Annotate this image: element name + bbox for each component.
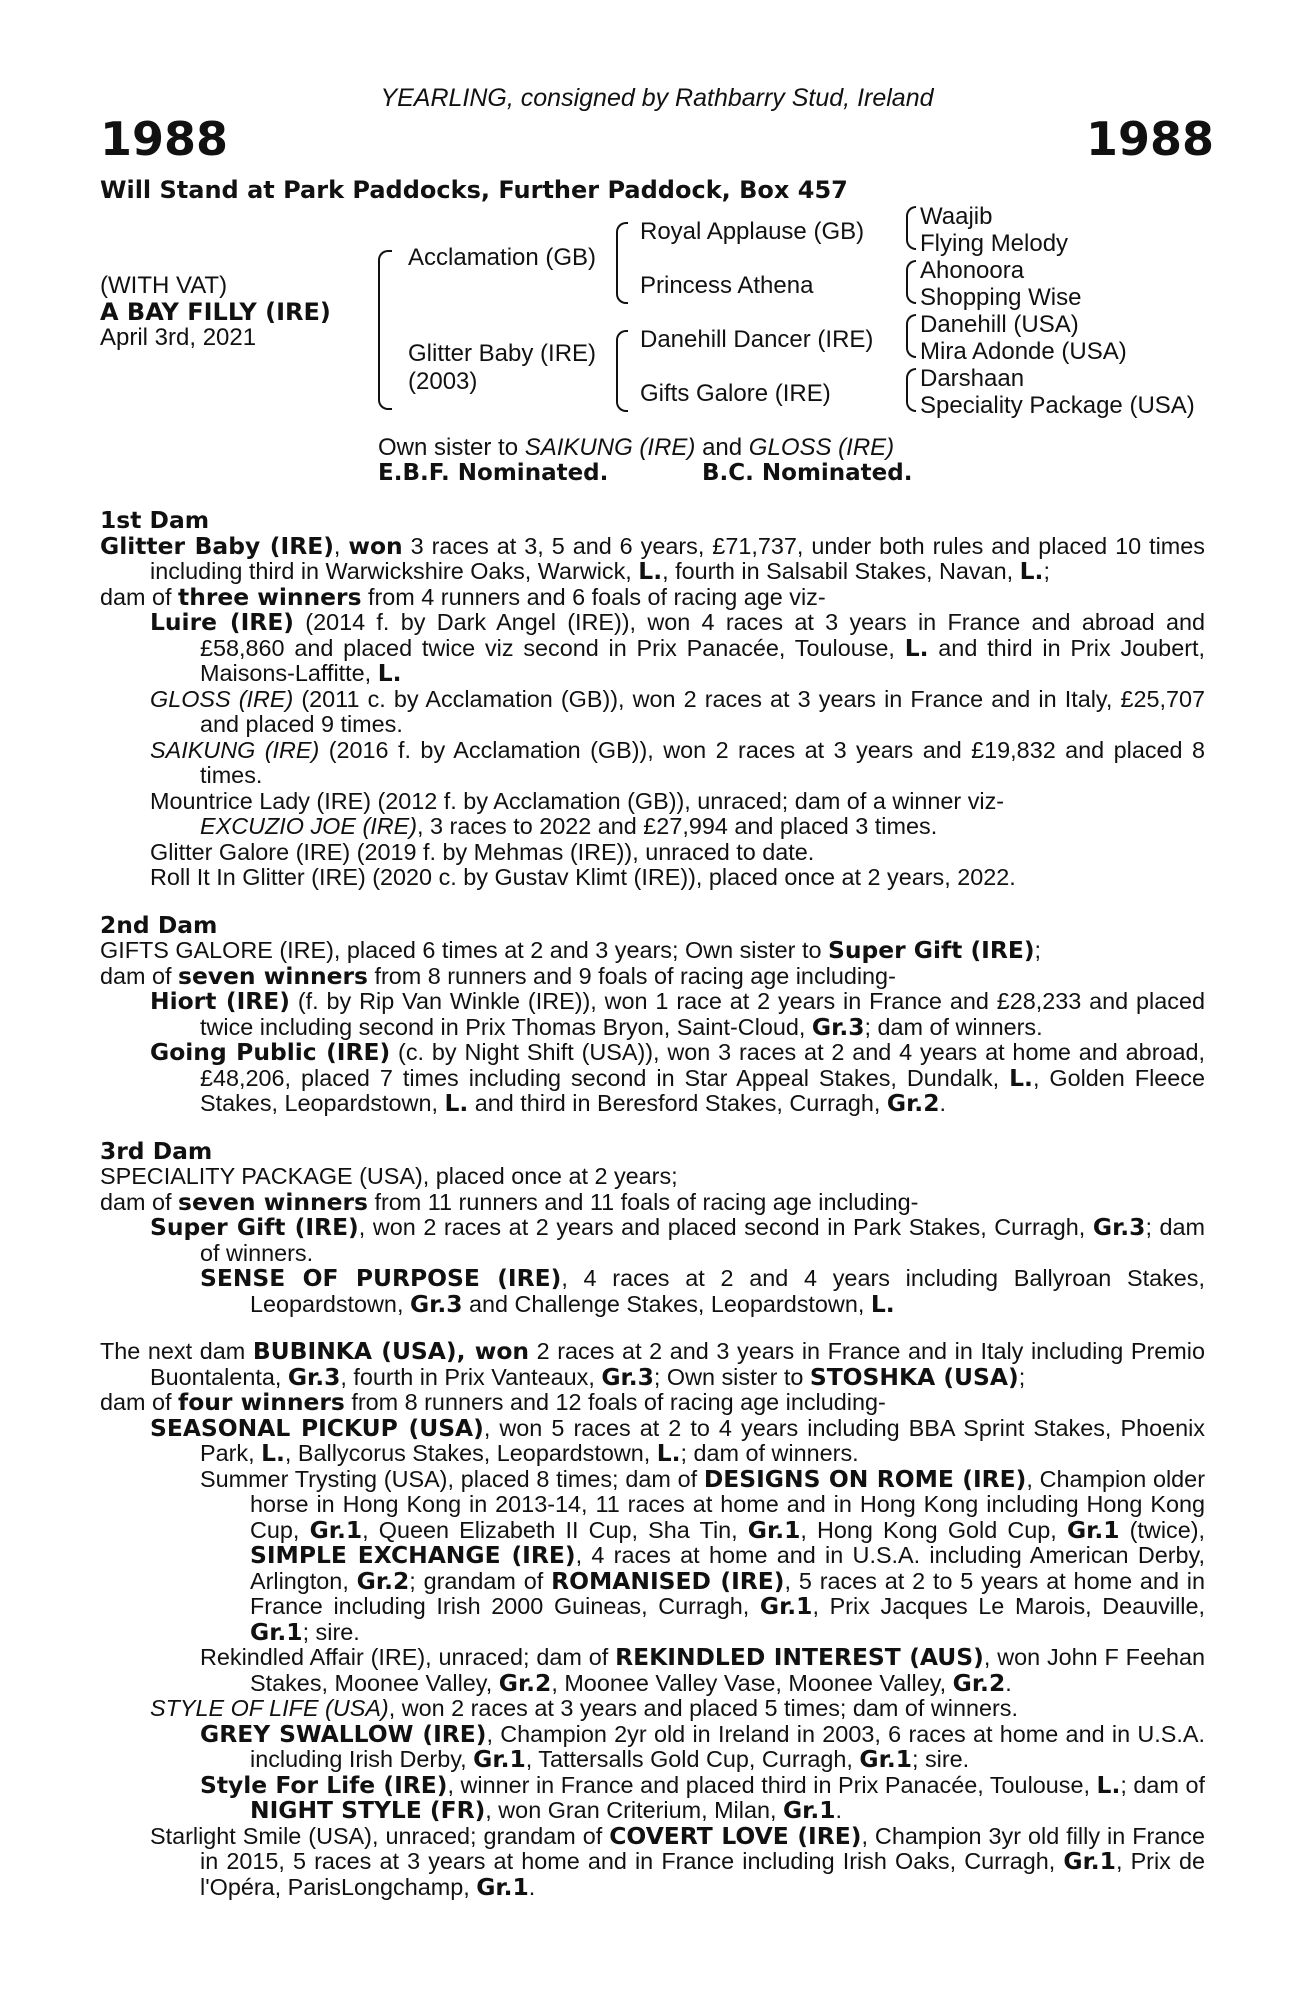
text-run: , Prix de l'Opéra, ParisLongchamp,	[200, 1848, 1205, 1900]
sire-sire: Royal Applause (GB)	[640, 218, 865, 245]
text-run: (f. by Rip Van Winkle (IRE)), won 1 race at 2 years in France and £28,233 and placed twice including second in Prix Thomas Bryon, Saint-Cloud,	[200, 988, 1205, 1040]
text-run: , Moonee Valley Vase, Moonee Valley,	[551, 1669, 953, 1696]
text-run: , Hong Kong Gold Cup,	[800, 1516, 1067, 1543]
text-run: from 11 runners and 11 foals of racing age including-	[367, 1188, 919, 1215]
text-run: ; dam of winners.	[200, 1214, 1206, 1266]
lot-number-right: 1988	[1085, 112, 1214, 166]
and-text: and	[695, 434, 749, 461]
sibling-gloss: GLOSS (IRE)	[748, 434, 895, 461]
bold-text: Super Gift (IRE)	[150, 1213, 359, 1241]
text-run: , Ballycorus Stakes, Leopardstown,	[284, 1440, 657, 1466]
bold-text: SEASONAL PICKUP (USA)	[150, 1413, 484, 1442]
produce-roll-it: Roll It In Glitter (IRE) (2020 c. by Gustav Klimt (IRE)), placed once at 2 years, 2022.	[150, 864, 1016, 890]
text-run: and Challenge Stakes, Leopardstown,	[462, 1290, 871, 1317]
text-run: , 4 races at 2 and 4 years including Ballyroan Stakes, Leopardstown,	[250, 1265, 1205, 1317]
bold-text: SIMPLE EXCHANGE (IRE)	[250, 1541, 576, 1569]
text-run: dam of	[100, 1389, 179, 1415]
sire-sire-dam: Flying Melody	[920, 230, 1069, 257]
bold-text: Gr.1	[1063, 1847, 1116, 1875]
text-run: , fourth in Prix Vanteaux,	[340, 1363, 602, 1390]
bold-text: Luire (IRE)	[150, 608, 294, 636]
text-run: , won Gran Criterium, Milan,	[485, 1797, 783, 1823]
text-run: dam of	[100, 1188, 179, 1215]
italic-text: EXCUZIO JOE (IRE)	[200, 813, 418, 839]
text-run: ;	[1043, 558, 1050, 584]
bold-text: L.	[904, 633, 929, 662]
text-run: .	[1005, 1669, 1012, 1696]
bold-text: Gr.2	[498, 1668, 552, 1697]
bold-text: Gr.1	[859, 1745, 912, 1773]
sire-sire-sire: Waajib	[920, 203, 993, 230]
text-run: from 4 runners and 6 foals of racing age viz-	[361, 583, 826, 610]
produce-sense-of-purpose	[100, 1266, 1205, 1317]
bold-text: DESIGNS ON ROME (IRE)	[703, 1464, 1027, 1493]
produce-excuzio	[100, 814, 1205, 840]
bold-text: GREY SWALLOW (IRE)	[200, 1719, 487, 1748]
bold-text: , won	[456, 1337, 530, 1365]
bold-text: COVERT LOVE (IRE)	[609, 1821, 862, 1850]
text-run: , Champion older horse in Hong Kong in 2013-14, 11 races at home and in Hong Kong including Hong Kong Cup,	[250, 1465, 1205, 1543]
text-run: ; dam of winners.	[680, 1440, 859, 1466]
bold-text: ROMANISED (IRE)	[551, 1566, 785, 1595]
bold-text: three winners	[178, 582, 362, 611]
text-run: , 4 races at home and in U.S.A. including American Derby, Arlington,	[250, 1542, 1205, 1594]
bold-text: STOSHKA (USA)	[809, 1362, 1019, 1391]
text-run: from 8 runners and 12 foals of racing age including-	[344, 1389, 886, 1415]
text-run: , 3 races to 2022 and £27,994 and placed 3 times.	[417, 813, 938, 839]
text-run: Rekindled Affair (IRE), unraced; dam of	[200, 1644, 616, 1670]
bold-text: L.	[1096, 1770, 1121, 1799]
bold-text: Gr.3	[409, 1289, 463, 1318]
text-run: , won 2 races at 3 years and placed 5 times; dam of winners.	[388, 1695, 1018, 1721]
bold-text: NIGHT STYLE (FR)	[250, 1796, 486, 1824]
text-run: ; dam of winners.	[864, 1013, 1043, 1040]
text-run: (2016 f. by Acclamation (GB)), won 2 races at 3 years and £19,832 and placed 8 times.	[200, 736, 1205, 788]
next-dam-record	[100, 1339, 1205, 1390]
produce-seasonal-pickup	[100, 1413, 1205, 1467]
produce-grey-swallow	[100, 1719, 1205, 1773]
produce-style-for-life	[100, 1770, 1205, 1824]
pedigree-brace-dd	[906, 368, 916, 412]
text-run: , Champion 2yr old in Ireland in 2003, 6 races at home and in U.S.A. including Irish Derby,	[250, 1720, 1205, 1772]
bold-text: Gr.3	[287, 1362, 341, 1391]
lot-number-left: 1988	[100, 112, 229, 166]
bold-text: seven winners	[178, 1187, 368, 1216]
dam-sire: Danehill Dancer (IRE)	[640, 326, 874, 353]
text-run: , fourth in Salsabil Stakes, Navan,	[662, 558, 1020, 584]
bold-text: L.	[656, 1439, 681, 1467]
text-run: , 5 races at 2 to 5 years at home and in France including Irish 2000 Guineas, Curragh,	[250, 1567, 1206, 1619]
dam-sire-sire: Danehill (USA)	[920, 311, 1079, 338]
own-sister-note	[378, 434, 894, 462]
text-run: ;	[1034, 937, 1042, 963]
next-dam-summary	[100, 1390, 1205, 1416]
first-dam-heading: 1st Dam	[100, 506, 210, 534]
text-run: .	[835, 1797, 843, 1823]
produce-gloss	[100, 687, 1205, 738]
pedigree-brace-sire	[616, 222, 628, 304]
second-dam-record	[100, 938, 1205, 964]
text-run: (2011 c. by Acclamation (GB)), won 2 races at 3 years in France and in Italy, £25,707 and placed 9 times.	[200, 685, 1206, 737]
bold-text: REKINDLED INTEREST (AUS)	[615, 1643, 984, 1671]
bold-text: Style For Life (IRE)	[200, 1770, 448, 1799]
own-sister-prefix: Own sister to	[378, 434, 525, 461]
dam: Glitter Baby (IRE)	[408, 340, 597, 367]
text-run: , winner in France and placed third in Prix Panacée, Toulouse,	[447, 1771, 1097, 1798]
text-run: The next dam	[100, 1338, 253, 1364]
pedigree-brace-sd	[906, 260, 916, 304]
produce-super-gift	[100, 1215, 1205, 1266]
bold-text: seven winners	[178, 961, 368, 990]
bold-text: four winners	[178, 1388, 345, 1416]
text-run: ;	[1018, 1363, 1026, 1390]
third-dam-record: SPECIALITY PACKAGE (USA), placed once at 2 years;	[100, 1163, 678, 1189]
bold-text: SENSE OF PURPOSE (IRE)	[200, 1264, 562, 1292]
text-run: (twice),	[1119, 1516, 1206, 1543]
produce-rekindled-affair	[100, 1645, 1205, 1696]
text-run: , won 5 races at 2 to 4 years including BBA Sprint Stakes, Phoenix Park,	[200, 1414, 1205, 1466]
bold-text: Gr.1	[476, 1872, 529, 1901]
bold-text: won	[348, 531, 403, 560]
third-dam-summary	[100, 1187, 1205, 1216]
italic-text: GLOSS (IRE)	[150, 685, 294, 712]
text-run: , Golden Fleece Stakes, Leopardstown,	[200, 1064, 1205, 1116]
text-run: dam of	[100, 583, 179, 610]
bold-text: Gr.2	[886, 1089, 940, 1117]
bold-text: Gr.1	[782, 1796, 836, 1824]
sire: Acclamation (GB)	[408, 244, 597, 271]
text-run: , Tattersalls Gold Cup, Curragh,	[525, 1746, 860, 1772]
produce-saikung	[100, 738, 1205, 789]
bold-text: L.	[638, 557, 663, 585]
text-run: ; Own sister to	[653, 1363, 810, 1390]
text-run: ; dam of	[1120, 1771, 1205, 1798]
text-run: Starlight Smile (USA), unraced; grandam of	[150, 1822, 610, 1849]
bold-text: Gr.2	[952, 1668, 1006, 1697]
sire-dam-dam: Shopping Wise	[920, 284, 1082, 311]
produce-record	[100, 508, 1205, 1900]
bold-text: Gr.2	[356, 1566, 410, 1595]
bold-text: Gr.3	[601, 1362, 654, 1391]
text-run: , won John F Feehan Stakes, Moonee Valley,	[250, 1644, 1205, 1696]
text-run: , won 2 races at 2 years and placed second in Park Stakes, Curragh,	[358, 1214, 1093, 1240]
sire-dam: Princess Athena	[640, 272, 814, 299]
dam-sire-dam: Mira Adonde (USA)	[920, 338, 1127, 365]
text-run: , Prix Jacques Le Marois, Deauville,	[812, 1593, 1205, 1619]
bold-text: Super Gift (IRE)	[827, 936, 1035, 964]
first-dam-summary	[100, 582, 1205, 611]
produce-going-public	[100, 1040, 1205, 1117]
bold-text: Gr.1	[250, 1617, 303, 1646]
text-run: GIFTS GALORE (IRE), placed 6 times at 2 and 3 years; Own sister to	[100, 937, 828, 963]
bold-text: Gr.1	[759, 1592, 813, 1620]
bold-text: BUBINKA (USA)	[252, 1337, 457, 1365]
text-run: .	[939, 1090, 946, 1116]
horse-name: A BAY FILLY (IRE)	[100, 298, 331, 326]
text-run: ; grandam of	[409, 1567, 552, 1594]
vat-note: (WITH VAT)	[100, 272, 228, 299]
bold-text: L.	[1009, 1063, 1033, 1092]
bold-text: L.	[261, 1439, 285, 1467]
produce-glitter-galore: Glitter Galore (IRE) (2019 f. by Mehmas (IRE)), unraced to date.	[150, 838, 815, 865]
text-run: dam of	[100, 962, 179, 989]
text-run: 3 races at 3, 5 and 6 years, £71,737, under both rules and placed 10 times including third in Warwickshire Oaks, Warwick,	[150, 532, 1205, 584]
text-run: (c. by Night Shift (USA)), won 3 races at 2 and 4 years at home and abroad, £48,206, placed 7 times including second in Star Appeal Stakes, Dundalk,	[200, 1039, 1206, 1091]
text-run: ; sire.	[911, 1746, 970, 1772]
text-run: , Champion 3yr old filly in France in 2015, 5 races at 3 years at home and in France including Irish Oaks, Curragh,	[200, 1822, 1205, 1874]
text-run: Summer Trysting (USA), placed 8 times; dam of	[200, 1465, 704, 1492]
ebf-nominated: E.B.F. Nominated.	[378, 460, 609, 486]
pedigree-brace-dam	[616, 330, 628, 412]
bold-text: Gr.3	[1092, 1213, 1146, 1241]
pedigree-brace-ss	[906, 206, 916, 250]
text-run: 2 races at 2 and 3 years in France and in Italy including Premio Buontalenta,	[150, 1338, 1205, 1390]
bold-text: Hiort (IRE)	[150, 987, 290, 1015]
bold-text: Gr.1	[473, 1745, 526, 1773]
pedigree-brace-ds	[906, 314, 916, 358]
produce-hiort	[100, 989, 1205, 1040]
bold-text: Glitter Baby (IRE)	[100, 531, 334, 560]
text-run: (2014 f. by Dark Angel (IRE)), won 4 races at 3 years in France and abroad and £58,860 and placed twice viz second in Prix Panacée, Toulouse,	[200, 609, 1206, 661]
bold-text: L.	[870, 1289, 895, 1318]
italic-text: SAIKUNG (IRE)	[150, 736, 320, 763]
sire-dam-sire: Ahonoora	[920, 257, 1025, 284]
dam-dam: Gifts Galore (IRE)	[640, 380, 831, 407]
text-run: , Queen Elizabeth II Cup, Sha Tin,	[362, 1516, 748, 1543]
text-run: .	[528, 1873, 536, 1900]
bold-text: Gr.1	[1066, 1515, 1120, 1544]
pedigree-brace-main	[378, 250, 392, 410]
text-run: and third in Prix Joubert, Maisons-Laffitte,	[200, 634, 1205, 686]
text-run: ; sire.	[302, 1618, 360, 1645]
dam-dam-sire: Darshaan	[920, 365, 1025, 392]
bold-text: Gr.1	[309, 1515, 363, 1544]
second-dam-summary	[100, 961, 1205, 990]
third-dam-heading: 3rd Dam	[100, 1136, 213, 1165]
text-run: from 8 runners and 9 foals of racing age including-	[367, 962, 896, 989]
bold-text: L.	[444, 1089, 469, 1117]
dam-dam-dam: Speciality Package (USA)	[920, 392, 1195, 419]
foaling-date: April 3rd, 2021	[100, 324, 257, 351]
produce-luire	[100, 610, 1205, 687]
stand-location: Will Stand at Park Paddocks, Further Paddock, Box 457	[100, 176, 848, 204]
produce-style-of-life	[100, 1696, 1205, 1722]
produce-summer-trysting	[100, 1464, 1206, 1646]
catalogue-subtitle: YEARLING, consigned by Rathbarry Stud, Ireland	[380, 84, 934, 112]
bold-text: Gr.1	[747, 1515, 801, 1544]
bold-text: Going Public (IRE)	[150, 1038, 391, 1066]
first-dam-record: Glitter Baby (IRE), won 3 races at 3, 5 and 6 years, £71,737, under both rules and placed 10 times including third in Warwickshire Oaks, Warwick, L., fourth in Salsabil Stakes, Navan, L.;	[100, 531, 1205, 585]
produce-starlight-smile	[100, 1821, 1205, 1901]
bold-text: L.	[377, 659, 402, 687]
sibling-saikung: SAIKUNG (IRE)	[524, 434, 696, 461]
produce-mountrice: Mountrice Lady (IRE) (2012 f. by Acclamation (GB)), unraced; dam of a winner viz-	[150, 787, 1005, 814]
bold-text: L.	[1019, 557, 1044, 585]
bold-text: Gr.3	[811, 1012, 865, 1041]
dam-year: (2003)	[408, 368, 478, 395]
second-dam-heading: 2nd Dam	[100, 910, 218, 939]
bc-nominated: B.C. Nominated.	[702, 460, 913, 486]
text-run: and third in Beresford Stakes, Curragh,	[468, 1090, 887, 1116]
italic-text: STYLE OF LIFE (USA)	[150, 1695, 389, 1721]
